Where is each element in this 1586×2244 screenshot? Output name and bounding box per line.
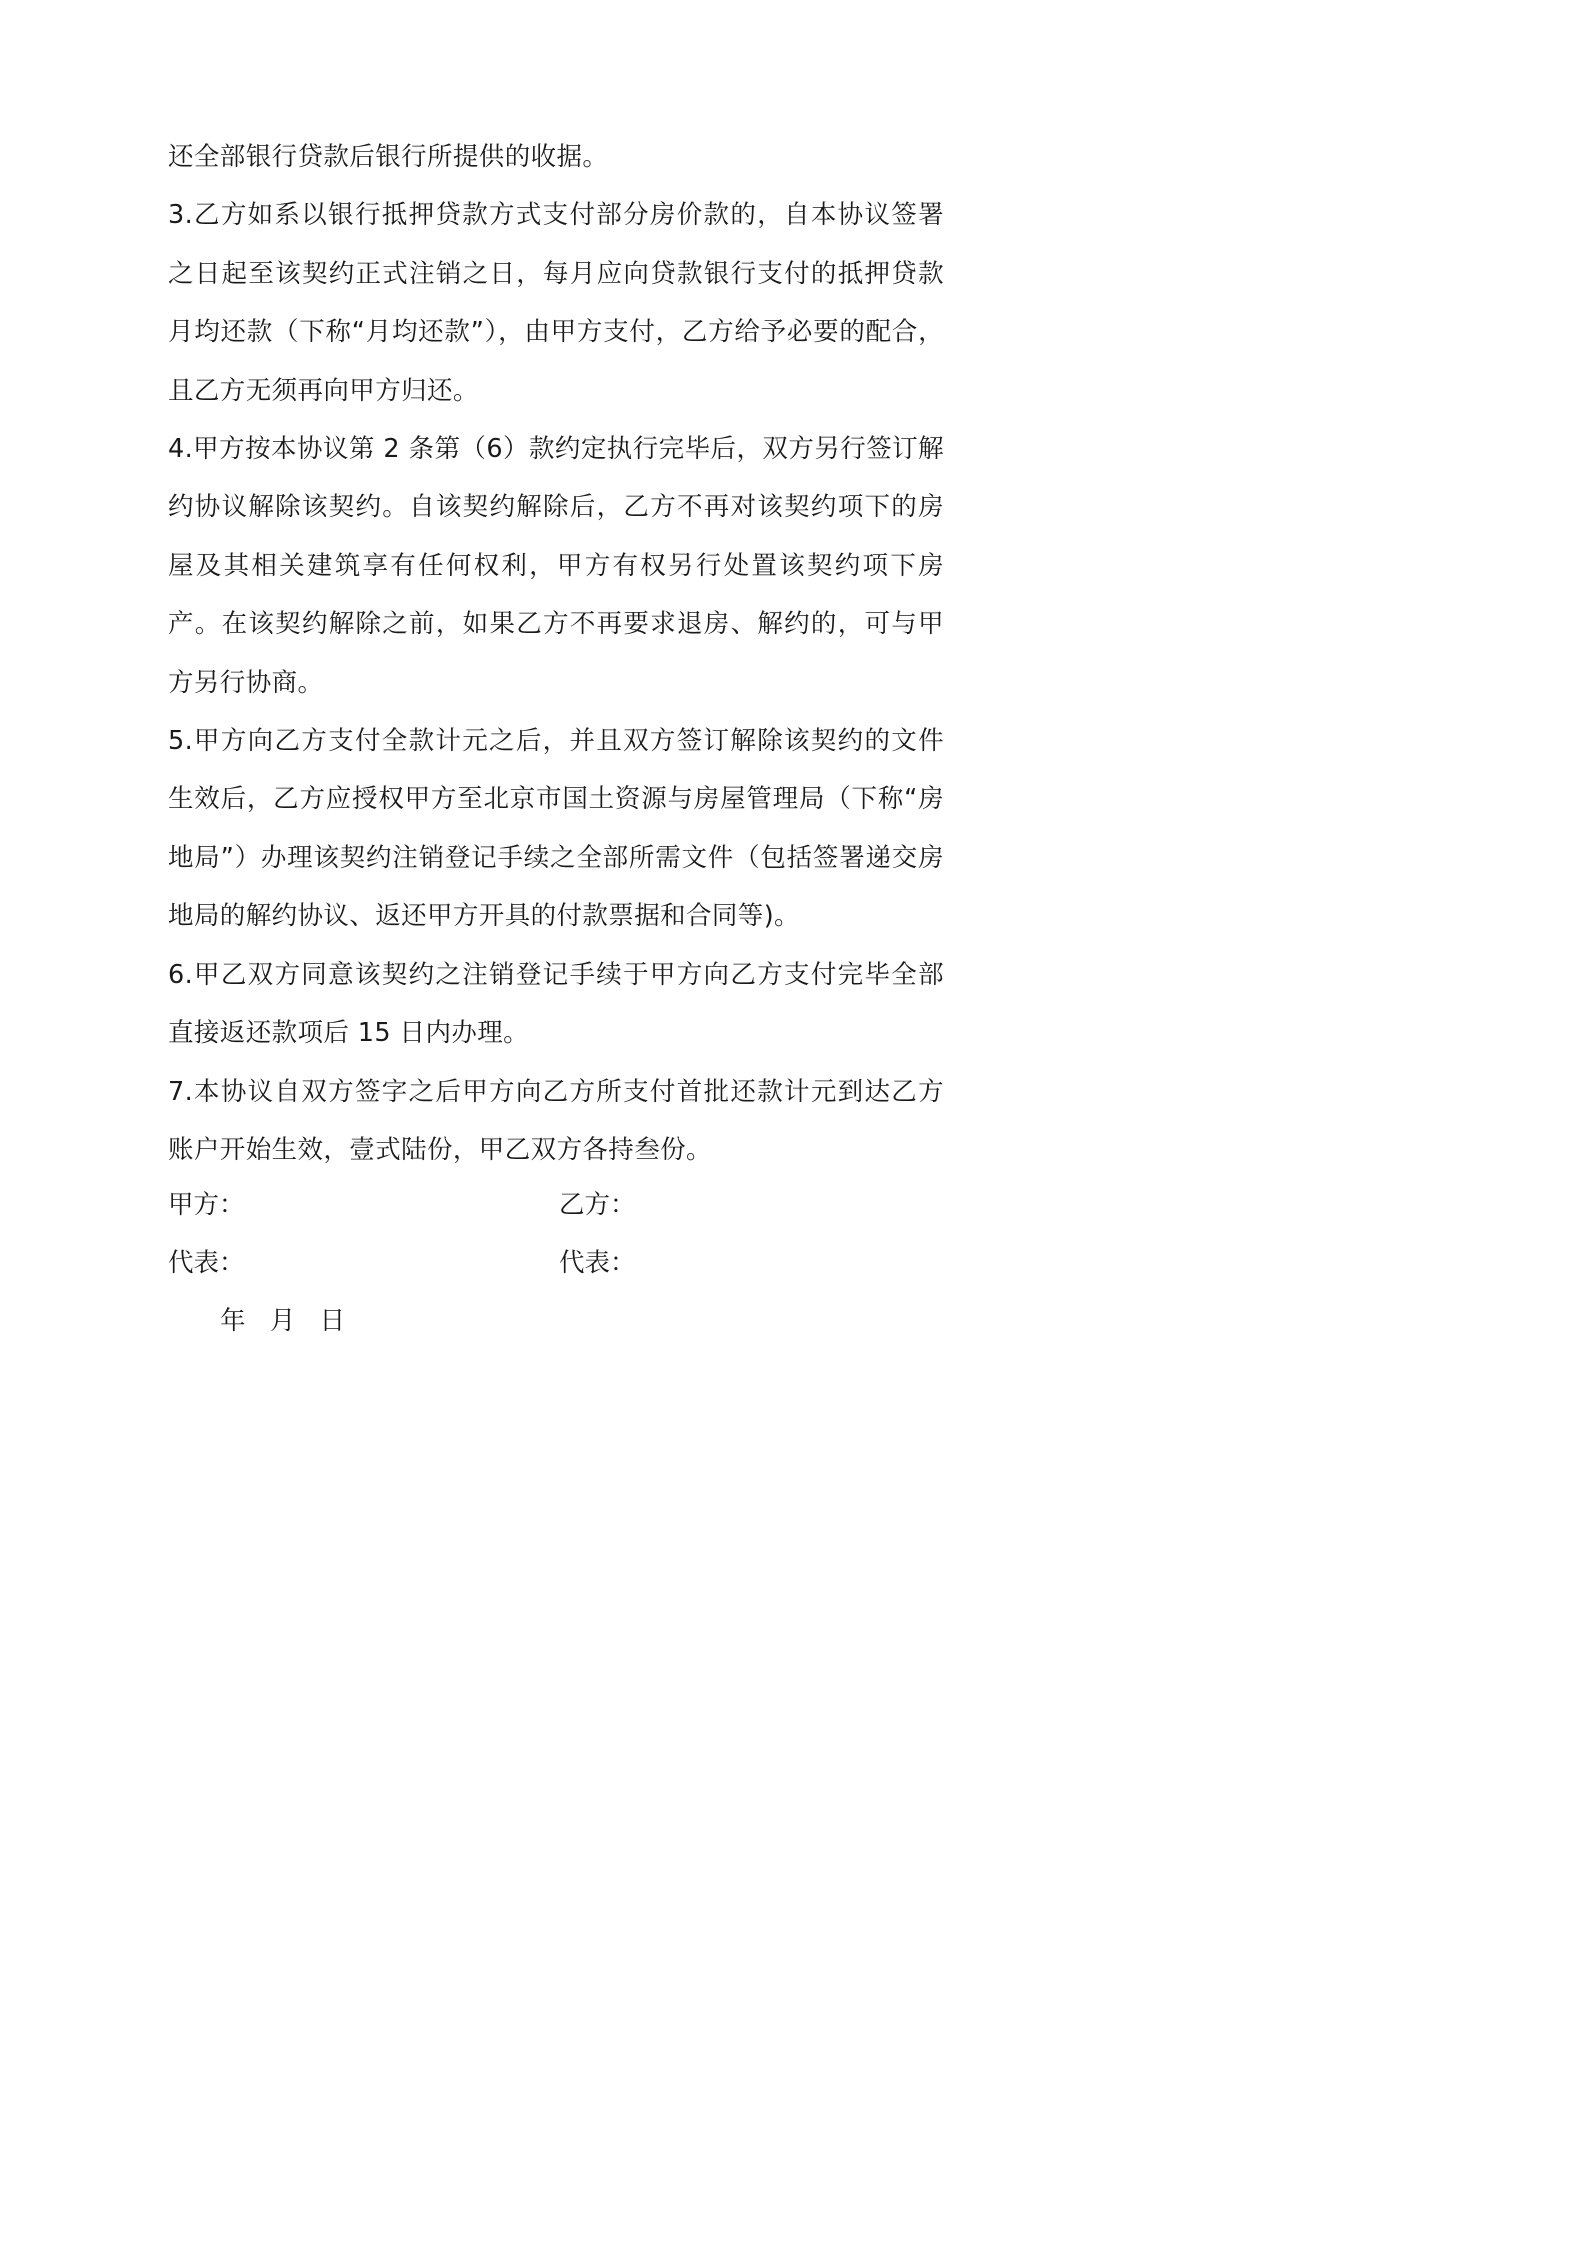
paragraph-receipt-continuation: 还全部银行贷款后银行所提供的收据。 [168,142,609,172]
party-signature-row [168,1176,944,1234]
party-a-label: 甲方： [168,1190,245,1220]
representative-signature-row [168,1234,944,1292]
representative-b-label: 代表： [559,1248,636,1278]
signing-date-line: 年 月 日 [220,1306,346,1336]
clause-4: 4.甲方按本协议第 2 条第（6）款约定执行完毕后，双方另行签订解约协议解除该契约。自该契约解除后，乙方不再对该契约项下的房屋及其相关建筑享有任何权利，甲方有权另行处置该契约项下房产。在该契约解除之前，如果乙方不再要求退房、解约的，可与甲方另行协商。 [168,434,944,698]
agreement-body [168,128,944,1179]
clause-3: 3.乙方如系以银行抵押贷款方式支付部分房价款的，自本协议签署之日起至该契约正式注销之日，每月应向贷款银行支付的抵押贷款月均还款（下称“月均还款”），由甲方支付，乙方给予必要的配合，且乙方无须再向甲方归还。 [168,200,944,406]
clause-5: 5.甲方向乙方支付全款计元之后，并且双方签订解除该契约的文件生效后，乙方应授权甲方至北京市国土资源与房屋管理局（下称“房地局”）办理该契约注销登记手续之全部所需文件（包括签署递交房地局的解约协议、返还甲方开具的付款票据和合同等)。 [168,726,944,932]
representative-a-label: 代表： [168,1248,245,1278]
clause-7: 7.本协议自双方签字之后甲方向乙方所支付首批还款计元到达乙方账户开始生效，壹式陆份，甲乙双方各持叁份。 [168,1076,944,1165]
document-page [0,0,1104,1562]
party-b-label: 乙方： [559,1190,636,1220]
clause-6: 6.甲乙双方同意该契约之注销登记手续于甲方向乙方支付完毕全部直接返还款项后 15 日内办理。 [168,959,944,1049]
